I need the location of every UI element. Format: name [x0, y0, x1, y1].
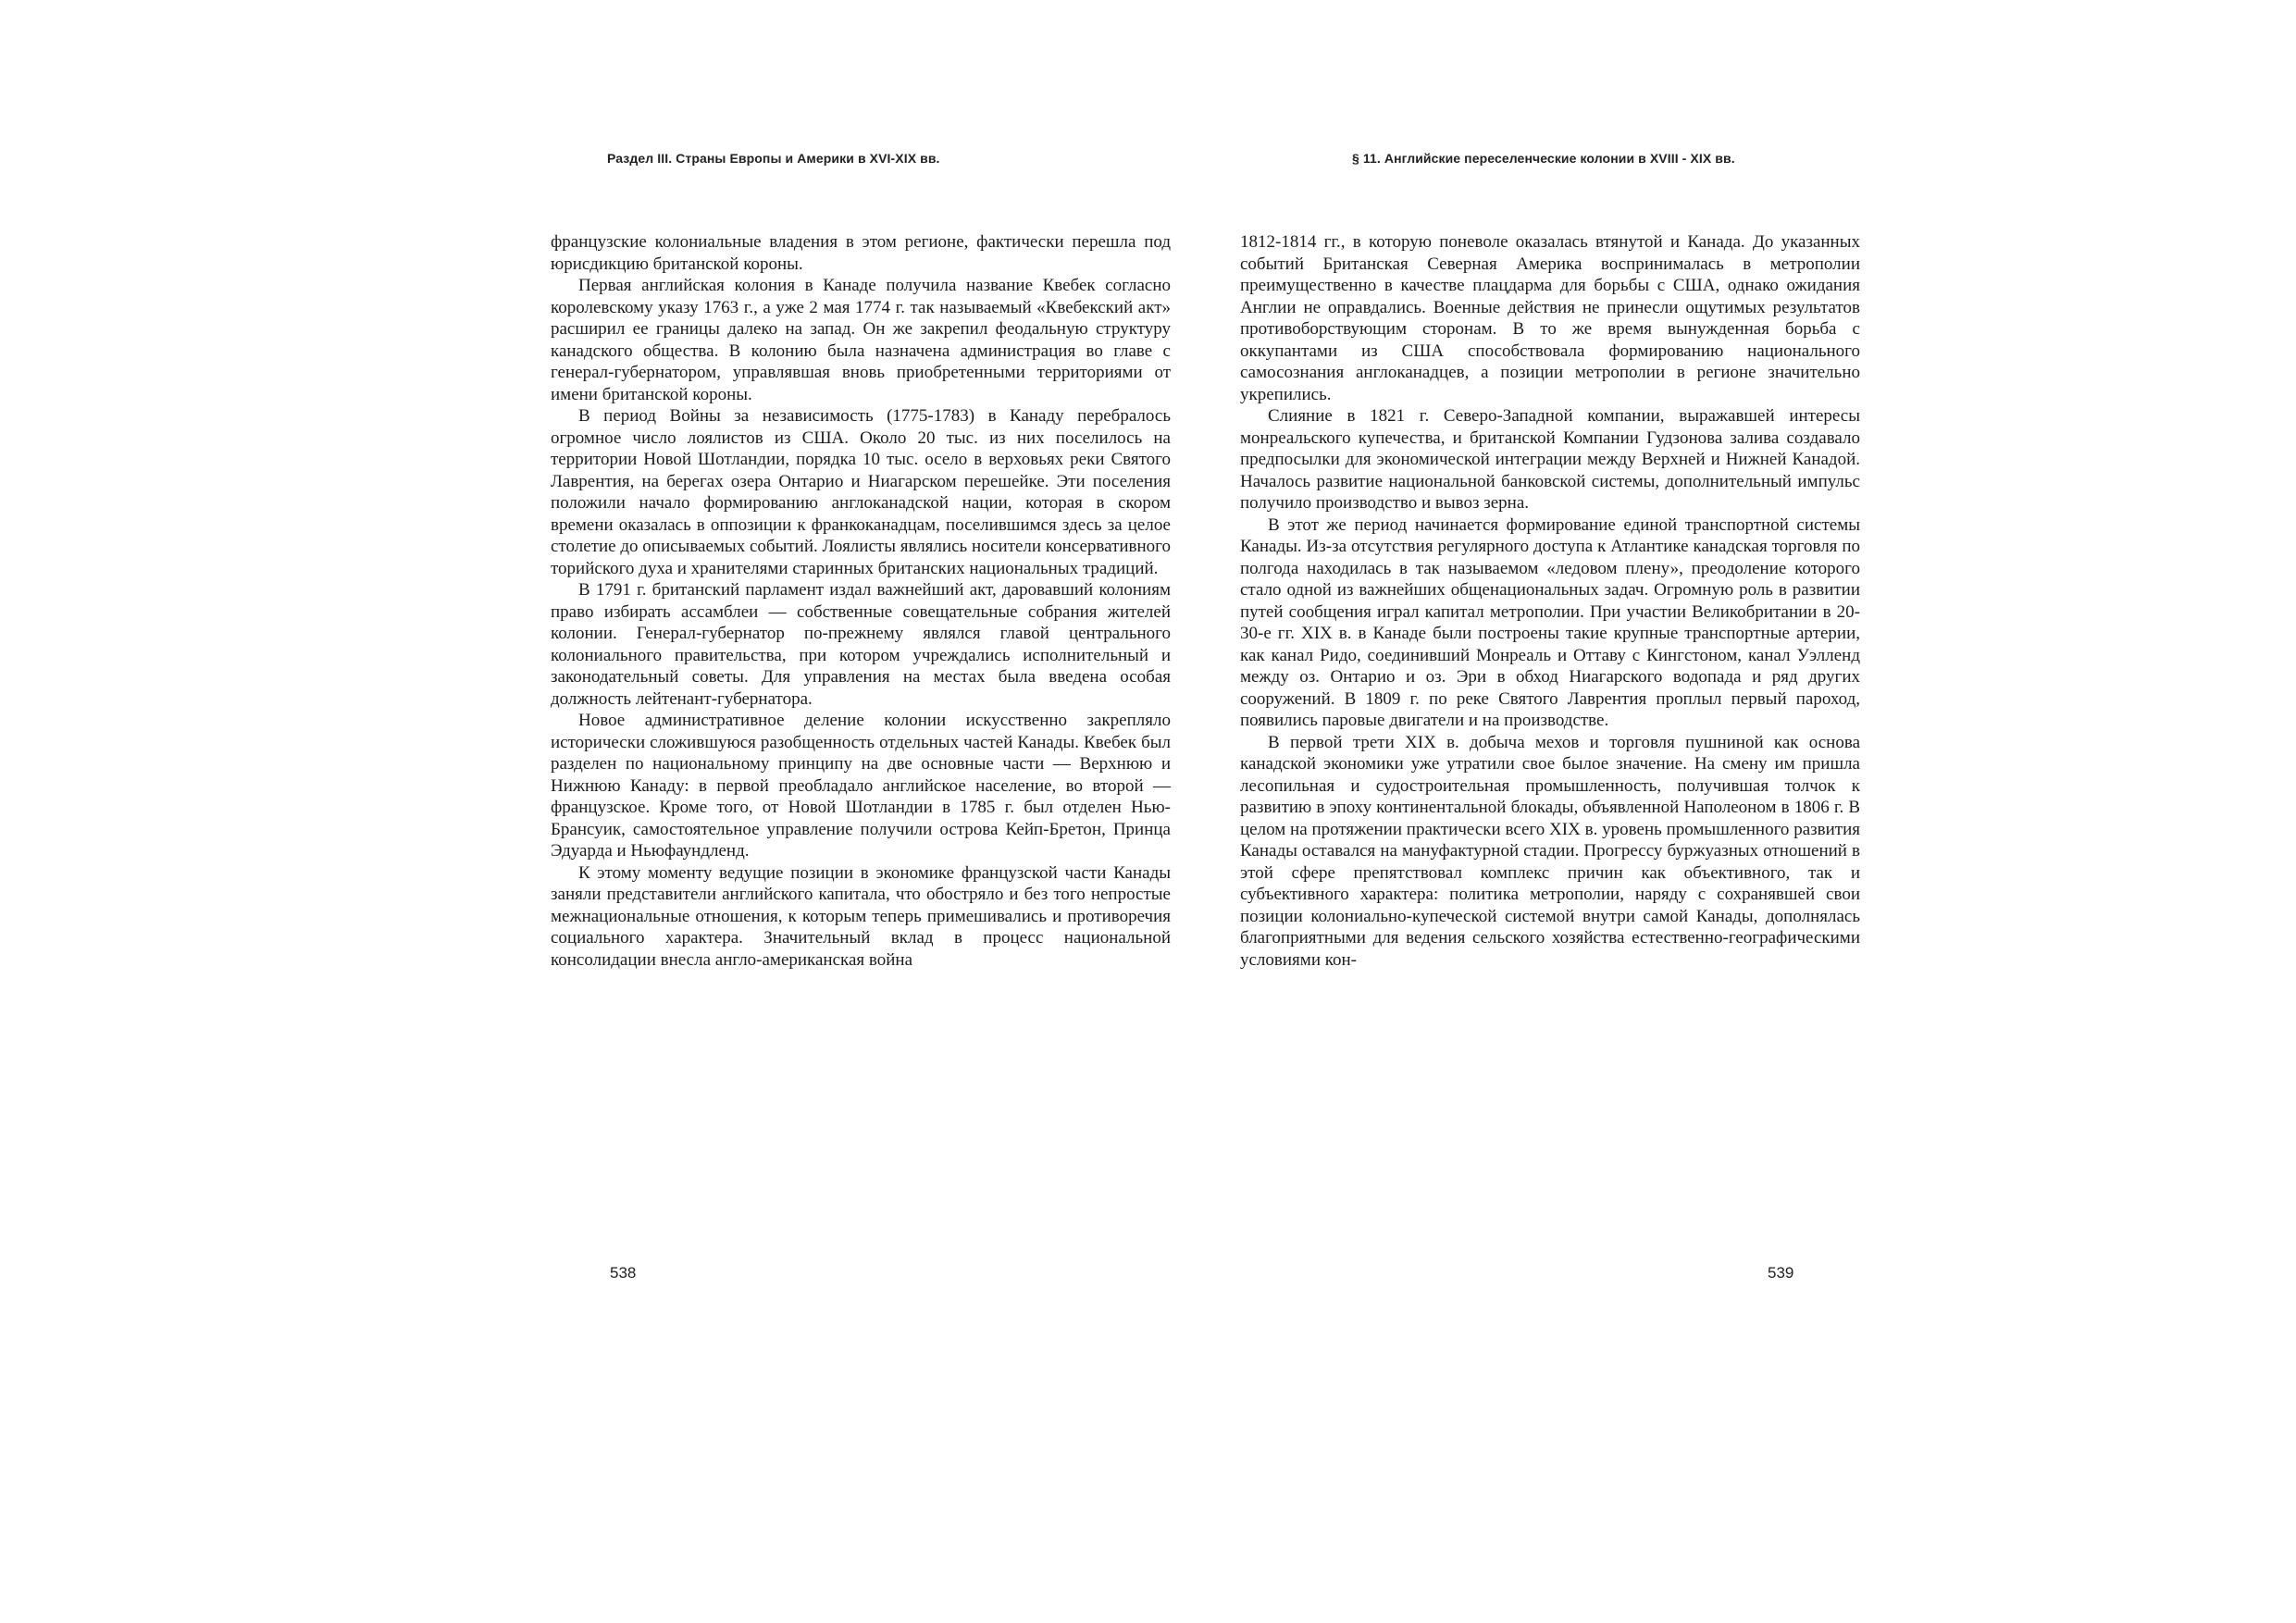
left-page-body — [551, 231, 1171, 971]
running-head-right: § 11. Английские переселенческие колонии в XVIII - XIX вв. — [1352, 151, 1735, 166]
paragraph: Новое административное деление колонии искусственно закрепляло исторически сложившуюся разобщенность отдельных частей Канады. Квебек был разделен по национальному принципу на две основные части — Верхнюю и Нижнюю Канаду: в первой преобладало английское население, во второй — французское. Кроме того, от Новой Шотландии в 1785 г. был отделен Нью-Брансуик, самостоятельное управление получили острова Кейп-Бретон, Принца Эдуарда и Ньюфаундленд. — [551, 711, 1171, 861]
paragraph: Первая английская колония в Канаде получила название Квебек согласно королевскому указу 1763 г., а уже 2 мая 1774 г. так называемый «Квебекский акт» расширил ее границы далеко на запад. Он же закрепил феодальную структуру канадского общества. В колонию была назначена администрация во главе с генерал-губернатором, управлявшая вновь приобретенными территориями от имени британской короны. — [551, 276, 1171, 404]
running-head-left: Раздел III. Страны Европы и Америки в XVI-XIX вв. — [607, 151, 940, 166]
right-page-body — [1240, 231, 1860, 971]
right-page — [1148, 0, 2296, 1623]
paragraph: 1812-1814 гг., в которую поневоле оказалась втянутой и Канада. До указанных событий Британская Северная Америка воспринималась в метрополии преимущественно в качестве плацдарма для борьбы с США, однако ожидания Англии не оправдались. Военные действия не принесли ощутимых результатов противоборствующим сторонам. В то же время вынужденная борьба с оккупантами из США способствовала формированию национального самосознания англоканадцев, а позиции метрополии в регионе значительно укрепились. — [1240, 232, 1860, 404]
paragraph: В период Войны за независимость (1775-1783) в Канаду перебралось огромное число лоялистов из США. Около 20 тыс. из них поселилось на территории Новой Шотландии, порядка 10 тыс. осело в верховьях реки Святого Лаврентия, на берегах озера Онтарио и Ниагарском перешейке. Эти поселения положили начало формированию англоканадской нации, которая в скором времени оказалась в оппозиции к франкоканадцам, поселившимся здесь за целое столетие до описываемых событий. Лоялисты являлись носители консервативного торийского духа и хранителями старинных британских национальных традиций. — [551, 406, 1171, 578]
paragraph: К этому моменту ведущие позиции в экономике французской части Канады заняли представители английского капитала, что обостряло и без того непростые межнациональные отношения, к которым теперь примешивались и противоречия социального характера. Значительный вклад в процесс национальной консолидации внесла англо-американская война — [551, 862, 1171, 970]
paragraph: В 1791 г. британский парламент издал важнейший акт, даровавший колониям право избирать ассамблеи — собственные совещательные собрания жителей колонии. Генерал-губернатор по-прежнему являлся главой центрального колониального правительства, при котором учреждались исполнительный и законодательный советы. Для управления на местах была введена особая должность лейтенант-губернатора. — [551, 580, 1171, 709]
paragraph: Слияние в 1821 г. Северо-Западной компании, выражавшей интересы монреальского купечества, и британской Компании Гудзонова залива создавало предпосылки для экономической интеграции между Верхней и Нижней Канадой. Началось развитие национальной банковской системы, дополнительный импульс получило производство и вывоз зерна. — [1240, 406, 1860, 513]
page-number-right: 539 — [1768, 1264, 1794, 1282]
paragraph: французские колониальные владения в этом регионе, фактически перешла под юрисдикцию британской короны. — [551, 232, 1171, 274]
paragraph: В этот же период начинается формирование единой транспортной системы Канады. Из-за отсутствия регулярного доступа к Атлантике канадская торговля по полгода находилась в так называемом «ледовом плену», преодоление которого стало одной из важнейших общенациональных задач. Огромную роль в развитии путей сообщения играл капитал метрополии. При участии Великобритании в 20-30-е гг. XIX в. в Канаде были построены такие крупные транспортные артерии, как канал Ридо, соединивший Монреаль и Оттаву с Кингстоном, канал Уэлленд между оз. Онтарио и оз. Эри в обход Ниагарского водопада и ряд других сооружений. В 1809 г. по реке Святого Лаврентия проплыл первый пароход, появились паровые двигатели и на производстве. — [1240, 514, 1860, 730]
paragraph: В первой трети XIX в. добыча мехов и торговля пушниной как основа канадской экономики уже утратили свое былое значение. На смену им пришла лесопильная и судостроительная промышленность, получившая толчок к развитию в эпоху континентальной блокады, объявленной Наполеоном в 1806 г. В целом на протяжении практически всего XIX в. уровень промышленного развития Канады оставался на мануфактурной стадии. Прогрессу буржуазных отношений в этой сфере препятствовал комплекс причин как объективного, так и субъективного характера: политика метрополии, наряду с сохранявшей свои позиции колониально-купеческой системой внутри самой Канады, дополнялась благоприятными для ведения сельского хозяйства естественно-географическими условиями кон- — [1240, 732, 1860, 970]
page-number-left: 538 — [610, 1264, 637, 1282]
